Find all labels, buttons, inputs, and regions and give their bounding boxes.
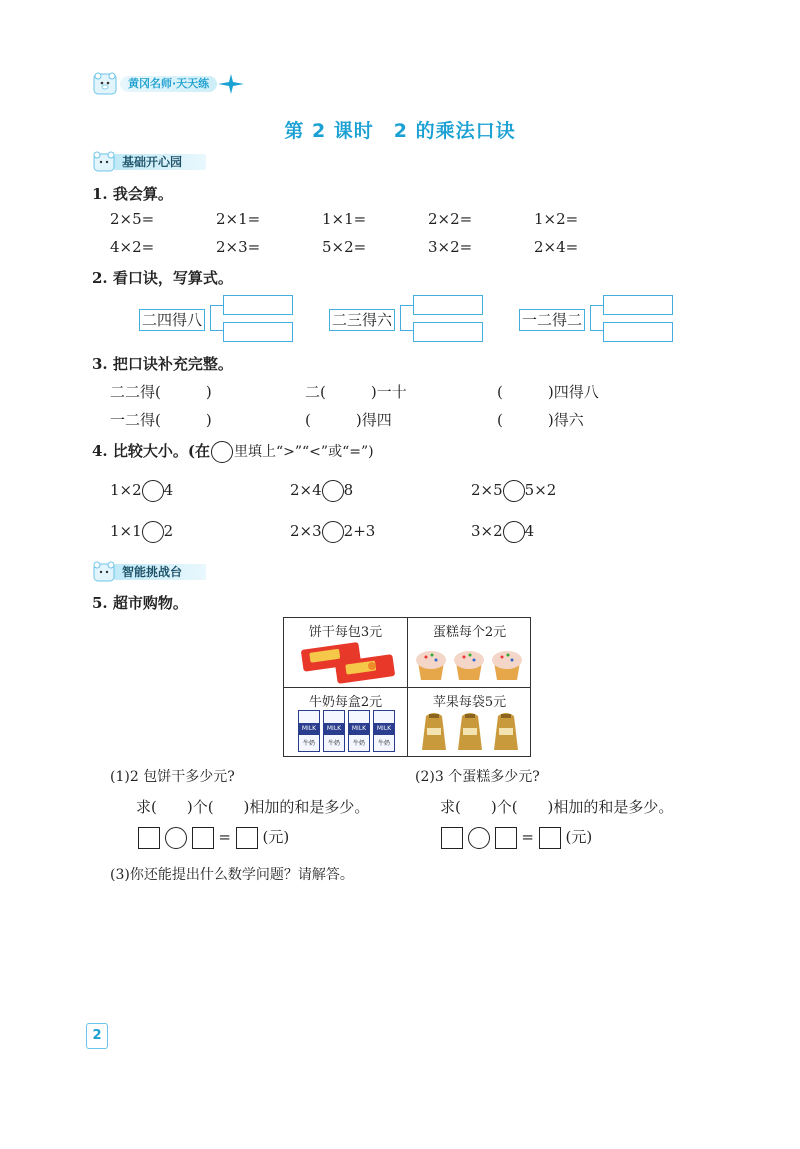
connector	[210, 305, 223, 331]
answer-square[interactable]	[539, 827, 561, 849]
q4-title-before: 4. 比较大小。(在	[92, 442, 210, 460]
section-title: 智能挑战台	[122, 565, 183, 579]
rhyme-label: 一二得二	[519, 309, 585, 331]
compare-item	[471, 521, 534, 543]
equals-sign: =	[218, 828, 231, 846]
question-3-title: 3. 把口诀补充完整。	[92, 355, 233, 373]
price-label: 苹果每袋5元	[432, 695, 507, 710]
compare-right: 4	[524, 522, 535, 540]
rhyme-label: 二三得六	[329, 309, 395, 331]
section-title: 基础开心园	[122, 155, 183, 169]
shop-cell-biscuit	[284, 618, 407, 687]
sub-question-2: (2)3 个蛋糕多少元?	[415, 769, 540, 785]
compare-left: 1×2	[110, 481, 142, 499]
shop-cell-apple	[408, 688, 531, 757]
q1-expr: 1×2=	[534, 210, 579, 228]
price-label: 饼干每包3元	[308, 625, 383, 640]
price-label: 蛋糕每个2元	[432, 625, 507, 640]
q3-blank[interactable]: 二( )一十	[305, 383, 407, 401]
answer-box[interactable]	[603, 295, 673, 315]
q1-expr: 2×3=	[216, 238, 261, 256]
rhyme-label: 二四得八	[139, 309, 205, 331]
q1-expr: 1×1=	[322, 210, 367, 228]
milk-brand: MILK	[374, 723, 394, 735]
cake-image	[414, 644, 526, 684]
sub1-hint[interactable]: 求( )个( )相加的和是多少。	[136, 798, 370, 816]
milk-image	[298, 710, 398, 754]
q3-blank[interactable]: ( )四得八	[497, 383, 599, 401]
q1-expr: 2×5=	[110, 210, 155, 228]
page-title: 第 2 课时 2 的乘法口诀	[284, 120, 516, 142]
circle-icon	[211, 441, 233, 463]
unit-label: (元)	[262, 828, 290, 846]
compare-left: 2×3	[290, 522, 322, 540]
answer-square[interactable]	[192, 827, 214, 849]
q4-title-after: 里填上“>”“<”或“=”)	[233, 444, 374, 460]
q3-blank[interactable]: ( )得六	[497, 411, 584, 429]
header-logo	[92, 70, 252, 98]
milk-brand-cn: 牛奶	[377, 740, 390, 747]
biscuit-image	[300, 640, 396, 684]
answer-square[interactable]	[495, 827, 517, 849]
answer-box[interactable]	[223, 295, 293, 315]
milk-brand: MILK	[349, 723, 369, 735]
compare-circle[interactable]	[322, 521, 344, 543]
compare-left: 3×2	[471, 522, 503, 540]
sub-question-3: (3)你还能提出什么数学问题？请解答。	[110, 867, 354, 883]
page-number: 2	[86, 1023, 108, 1049]
operator-circle[interactable]	[165, 827, 187, 849]
sub2-hint[interactable]: 求( )个( )相加的和是多少。	[440, 798, 674, 816]
connector	[400, 305, 413, 331]
bear-icon	[92, 560, 118, 582]
answer-box[interactable]	[603, 322, 673, 342]
compare-circle[interactable]	[142, 521, 164, 543]
compare-left: 2×5	[471, 481, 503, 499]
compare-right: 8	[343, 481, 354, 499]
equals-sign: =	[521, 828, 534, 846]
compare-circle[interactable]	[503, 480, 525, 502]
bear-icon	[92, 150, 118, 172]
question-5-title: 5. 超市购物。	[92, 594, 188, 612]
answer-square[interactable]	[138, 827, 160, 849]
apple-bag-image	[418, 708, 522, 754]
q1-expr: 4×2=	[110, 238, 155, 256]
price-label: 牛奶每盒2元	[308, 695, 383, 710]
bear-icon	[92, 70, 118, 96]
equation-1	[138, 826, 289, 849]
compare-right: 2	[163, 522, 174, 540]
compare-circle[interactable]	[142, 480, 164, 502]
compare-item	[110, 521, 173, 543]
compare-left: 2×4	[290, 481, 322, 499]
question-4-title	[92, 440, 374, 463]
shop-table	[283, 617, 531, 757]
milk-brand-cn: 牛奶	[302, 740, 315, 747]
answer-square[interactable]	[441, 827, 463, 849]
section-header-challenge	[92, 560, 206, 582]
brand-name: 黄冈名师·天天练	[120, 76, 217, 92]
sub-question-1: (1)2 包饼干多少元?	[110, 769, 235, 785]
compare-right: 5×2	[524, 481, 557, 499]
unit-label: (元)	[565, 828, 593, 846]
sparkle-icon	[218, 74, 244, 94]
compare-right: 4	[163, 481, 174, 499]
compare-item	[110, 480, 173, 502]
q3-blank[interactable]: 一二得( )	[110, 411, 212, 429]
shop-cell-cake	[408, 618, 531, 687]
compare-right: 2+3	[343, 522, 376, 540]
answer-square[interactable]	[236, 827, 258, 849]
question-1-title: 1. 我会算。	[92, 185, 173, 203]
milk-brand: MILK	[324, 723, 344, 735]
compare-left: 1×1	[110, 522, 142, 540]
compare-circle[interactable]	[503, 521, 525, 543]
compare-item	[290, 480, 353, 502]
answer-box[interactable]	[413, 295, 483, 315]
q3-blank[interactable]: 二二得( )	[110, 383, 212, 401]
milk-brand-cn: 牛奶	[327, 740, 340, 747]
shop-cell-milk	[284, 688, 407, 757]
q1-expr: 2×1=	[216, 210, 261, 228]
equation-2	[441, 826, 592, 849]
q1-expr: 3×2=	[428, 238, 473, 256]
compare-item	[290, 521, 375, 543]
answer-box[interactable]	[223, 322, 293, 342]
answer-box[interactable]	[413, 322, 483, 342]
q1-expr: 5×2=	[322, 238, 367, 256]
operator-circle[interactable]	[468, 827, 490, 849]
section-header-basic	[92, 150, 206, 172]
q1-expr: 2×2=	[428, 210, 473, 228]
milk-brand: MILK	[299, 723, 319, 735]
compare-circle[interactable]	[322, 480, 344, 502]
milk-brand-cn: 牛奶	[352, 740, 365, 747]
connector	[590, 305, 603, 331]
q3-blank[interactable]: ( )得四	[305, 411, 392, 429]
q1-expr: 2×4=	[534, 238, 579, 256]
compare-item	[471, 480, 556, 502]
question-2-title: 2. 看口诀，写算式。	[92, 269, 233, 287]
